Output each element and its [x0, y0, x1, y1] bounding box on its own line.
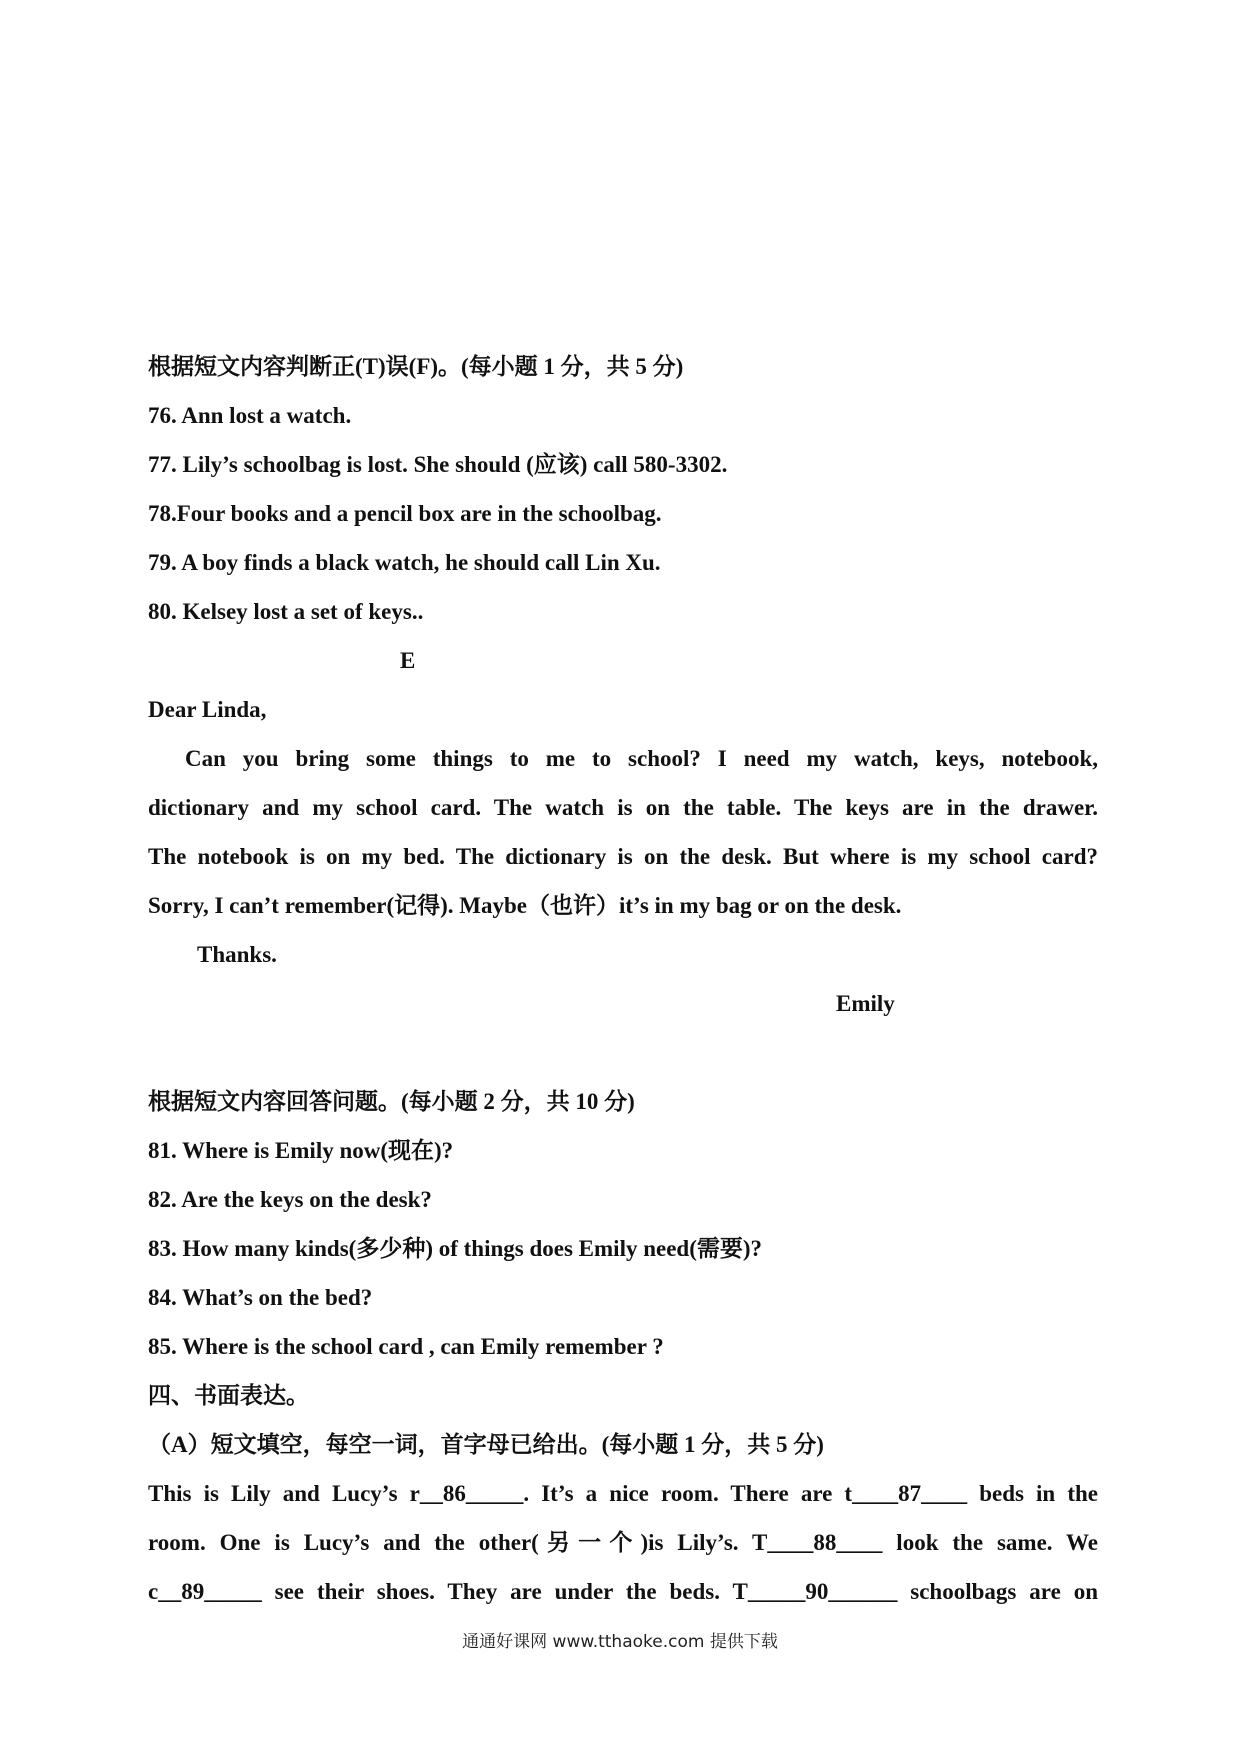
cloze-line: room. One is Lucy’s and the other(另一个)is Lily’s. T____88____ look the same. We [148, 1530, 1098, 1555]
cloze-instruction: （A）短文填空，每空一词，首字母已给出。(每小题 1 分，共 5 分) [148, 1432, 824, 1457]
cloze-line: c__89_____ see their shoes. They are under the beds. T_____90______ schoolbags are on [148, 1579, 1098, 1604]
letter-line: Sorry, I can’t remember(记得). Maybe（也许）it’s in my bag or on the desk. [148, 893, 902, 918]
letter-signature: Emily [836, 991, 895, 1016]
letter-greeting: Dear Linda, [148, 697, 267, 722]
tf-question: 76. Ann lost a watch. [148, 403, 352, 428]
tf-instruction: 根据短文内容判断正(T)误(F)。(每小题 1 分，共 5 分) [148, 354, 684, 379]
tf-question: 80. Kelsey lost a set of keys.. [148, 599, 424, 624]
qa-question: 85. Where is the school card , can Emily remember ? [148, 1334, 664, 1359]
letter-line: dictionary and my school card. The watch is on the table. The keys are in the drawer. [148, 795, 1098, 820]
qa-question: 81. Where is Emily now(现在)? [148, 1138, 454, 1163]
qa-question: 83. How many kinds(多少种) of things does Emily need(需要)? [148, 1236, 763, 1261]
qa-instruction: 根据短文内容回答问题。(每小题 2 分，共 10 分) [148, 1089, 635, 1114]
qa-question: 82. Are the keys on the desk? [148, 1187, 432, 1212]
letter-line: Can you bring some things to me to school? I need my watch, keys, notebook, [185, 746, 1098, 771]
passage-label: E [400, 648, 416, 673]
qa-question: 84. What’s on the bed? [148, 1285, 373, 1310]
letter-line: The notebook is on my bed. The dictionary is on the desk. But where is my school card? [148, 844, 1098, 869]
tf-question: 78.Four books and a pencil box are in the schoolbag. [148, 501, 662, 526]
page-footer: 通通好课网 www.tthaoke.com 提供下载 [462, 1632, 778, 1652]
tf-question: 77. Lily’s schoolbag is lost. She should (应该) call 580-3302. [148, 452, 728, 477]
cloze-line: This is Lily and Lucy’s r__86_____. It’s a nice room. There are t____87____ beds in the [148, 1481, 1098, 1506]
tf-question: 79. A boy finds a black watch, he should call Lin Xu. [148, 550, 661, 575]
section-heading: 四、书面表达。 [148, 1383, 309, 1408]
letter-closing: Thanks. [197, 942, 277, 967]
